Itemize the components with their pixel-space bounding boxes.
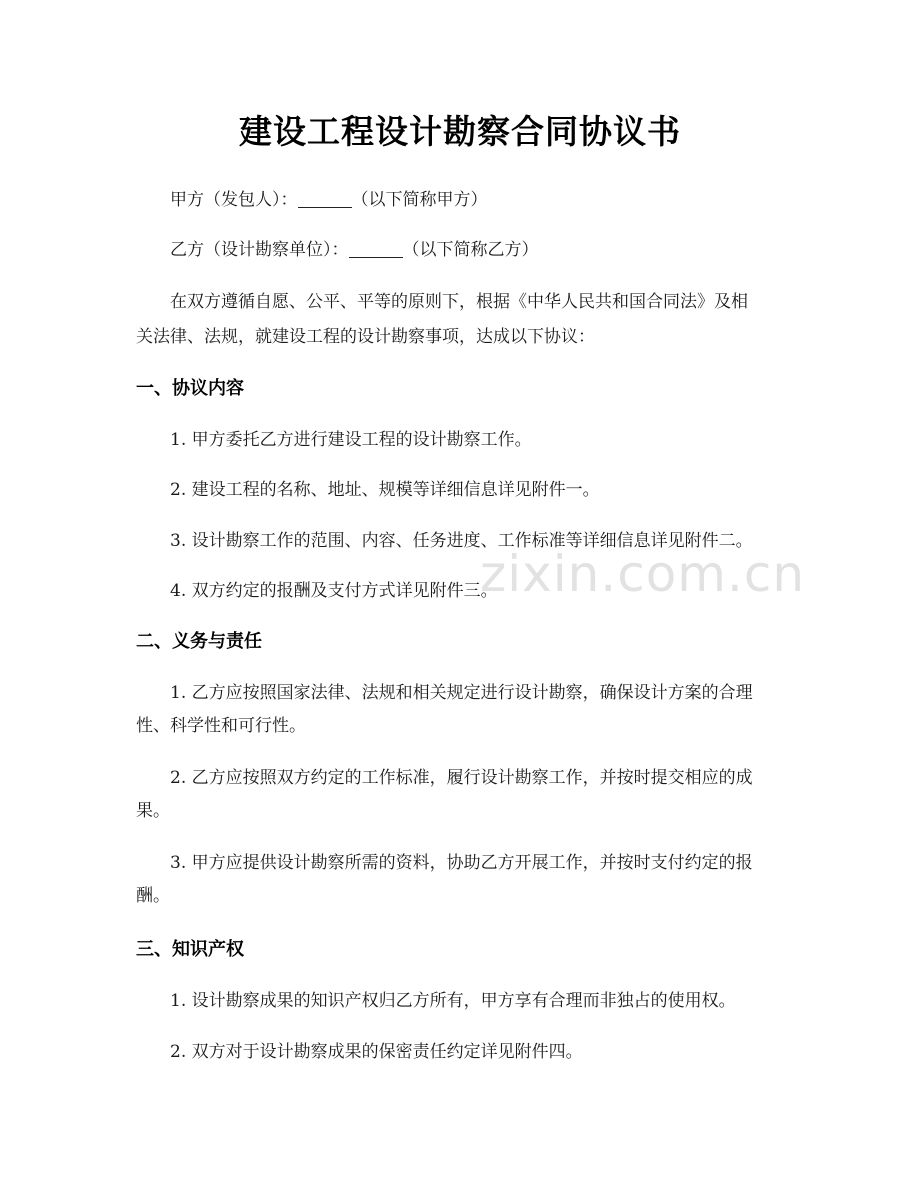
party-a-suffix: （以下简称甲方） xyxy=(351,190,488,210)
party-a-blank[interactable] xyxy=(298,189,352,208)
clause-item: 2. 建设工程的名称、地址、规模等详细信息详见附件一。 xyxy=(170,480,600,500)
intro-line-1: 在双方遵循自愿、公平、平等的原则下，根据《中华人民共和国合同法》及相 xyxy=(170,292,748,312)
intro-line-2: 关法律、法规，就建设工程的设计勘察事项，达成以下协议： xyxy=(136,327,595,347)
clause-item: 3. 设计勘察工作的范围、内容、任务进度、工作标准等详细信息详见附件二。 xyxy=(170,531,753,551)
watermark: zixin.com.cn xyxy=(480,545,806,603)
party-b-suffix: （以下简称乙方） xyxy=(402,240,539,260)
section-heading: 二、义务与责任 xyxy=(136,631,262,652)
clause-item-line-2: 酬。 xyxy=(136,886,170,906)
clause-item: 1. 设计勘察成果的知识产权归乙方所有，甲方享有合理而非独占的使用权。 xyxy=(170,991,736,1011)
party-b-blank[interactable] xyxy=(349,239,403,258)
clause-item: 1. 甲方委托乙方进行建设工程的设计勘察工作。 xyxy=(170,430,532,450)
clause-item-line-1: 2. 乙方应按照双方约定的工作标准，履行设计勘察工作，并按时提交相应的成 xyxy=(170,768,753,788)
clause-item-line-2: 性、科学性和可行性。 xyxy=(136,716,306,736)
section-heading: 一、协议内容 xyxy=(136,378,244,399)
clause-item-line-1: 1. 乙方应按照国家法律、法规和相关规定进行设计勘察，确保设计方案的合理 xyxy=(170,683,753,703)
party-b-label: 乙方（设计勘察单位）： xyxy=(170,240,349,260)
party-a-line xyxy=(136,187,786,213)
clause-item-line-1: 3. 甲方应提供设计勘察所需的资料，协助乙方开展工作，并按时支付约定的报 xyxy=(170,853,753,873)
clause-item: 4. 双方约定的报酬及支付方式详见附件三。 xyxy=(170,581,498,601)
party-a-label: 甲方（发包人）： xyxy=(170,190,298,210)
party-b-line xyxy=(136,237,786,263)
document-title: 建设工程设计勘察合同协议书 xyxy=(239,112,681,151)
clause-item: 2. 双方对于设计勘察成果的保密责任约定详见附件四。 xyxy=(170,1042,583,1062)
clause-item-line-2: 果。 xyxy=(136,801,170,821)
section-heading: 三、知识产权 xyxy=(136,939,244,960)
